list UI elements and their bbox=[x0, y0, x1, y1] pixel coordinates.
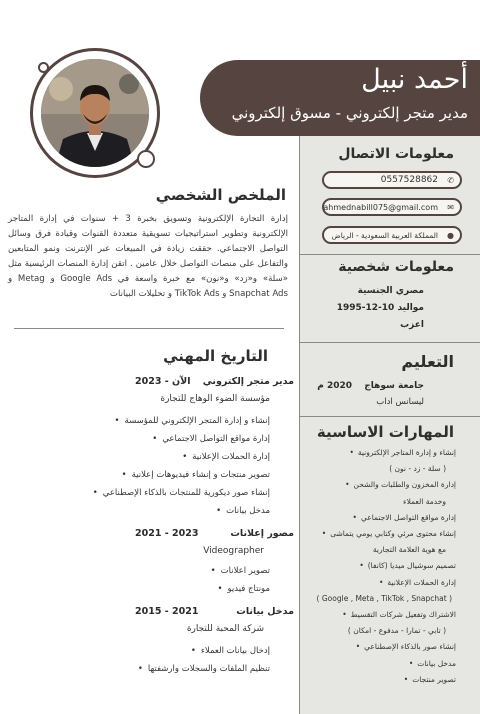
job-task: إنشاء و إدارة المتجر الإلكتروني للمؤسسة • bbox=[115, 416, 270, 426]
email-pill[interactable] bbox=[322, 198, 462, 216]
personal-heading: معلومات شخصية bbox=[338, 259, 454, 275]
job-period: 2015 - 2021 bbox=[135, 606, 199, 617]
job-position: مدخل بيانات bbox=[236, 606, 294, 617]
skill-item-continuation: ( سلة - زد - نون ) bbox=[389, 464, 446, 474]
nationality: مصري الجنسية bbox=[357, 286, 424, 296]
mail-icon: ✉ bbox=[447, 203, 454, 212]
skill-item-continuation: ( Google , Meta , TikTok , Snapchat ) bbox=[316, 593, 452, 603]
location-pin-icon: ● bbox=[447, 231, 454, 240]
person-role: مدير متجر إلكتروني - مسوق إلكتروني bbox=[231, 104, 468, 122]
university-name: جامعة سوهاج bbox=[364, 381, 424, 391]
skill-item: تصميم سوشيال ميديا (كانفا) • bbox=[359, 561, 456, 570]
contact-heading: معلومات الاتصال bbox=[338, 146, 454, 162]
birth-date bbox=[337, 303, 424, 313]
graduation-year: 2020 م bbox=[317, 381, 352, 391]
sidebar-separator bbox=[300, 416, 480, 417]
phone-icon: ✆ bbox=[447, 176, 454, 185]
skill-item: مدخل بيانات • bbox=[409, 659, 456, 668]
location-pill bbox=[322, 226, 462, 244]
skill-item: إدارة الحملات الإعلانية • bbox=[379, 578, 456, 587]
job-task: إنشاء صور ديكورية للمنتجات بالذكاء الإصطناعي • bbox=[93, 488, 270, 498]
skills-heading: المهارات الاساسية bbox=[316, 423, 454, 441]
decor-dot-large bbox=[137, 150, 155, 168]
person-name: أحمد نبيل bbox=[361, 64, 468, 95]
job-position: مدير متجر إلكتروني bbox=[202, 376, 294, 387]
skill-item: إدارة المخزون والطلبات والشحن • bbox=[345, 480, 456, 489]
skill-item-continuation: مع هوية العلامة التجارية bbox=[372, 545, 446, 555]
job-task: إدارة الحملات الإعلانية • bbox=[182, 452, 270, 462]
skill-item: تصوير منتجات • bbox=[404, 675, 456, 684]
email-address: ahmednabill075@gmail.com bbox=[323, 203, 438, 212]
phone-number: 0557528862 bbox=[380, 175, 438, 185]
job-task: إدارة مواقع التواصل الاجتماعي • bbox=[152, 434, 270, 444]
job-task: تصوير منتجات و إنشاء فيديوهات إعلانية • bbox=[122, 470, 270, 480]
job-company: Videographer bbox=[203, 546, 264, 556]
job-task: تنظيم الملفات والسجلات وارشفتها • bbox=[138, 664, 270, 674]
skill-item: إنشاء محتوى مرئي وكتابي يومي يتماشى • bbox=[322, 529, 456, 538]
degree: ليسانس اداب bbox=[376, 397, 424, 407]
phone-pill[interactable] bbox=[322, 171, 462, 189]
job-company: مؤسسة الضوء الوهاج للتجارة bbox=[160, 394, 270, 404]
marital-status: اعزب bbox=[400, 320, 424, 330]
job-task: تصوير اعلانات • bbox=[211, 566, 270, 576]
sidebar-separator bbox=[300, 342, 480, 343]
education-heading: التعليم bbox=[401, 352, 454, 371]
summary-text: إدارة التجارة الإلكترونية وتسويق بخبرة 3 + سنوات في إدارة المتاجر الإلكترونية وتطوير استراتيجيات تسويقية متعددة القنوات وقيادة فرق وسائل التواصل الاجتماعي. حققت زيادة في المبيعات عبر الإنترنت ونمو المتابعين والتفاعل على منصات التواصل خلال عامين . اتقن إدارة المنصات الرئيسية مثل «سلة» و«زد» و«نون» مع خبرة واسعة في Google Ads و Metag و Snapchat Ads و TikTok Ads و تحليلات البيانات bbox=[8, 214, 288, 299]
skill-item-continuation: ( تابي - تمارا - مدفوع - امكان ) bbox=[347, 626, 446, 636]
skill-item: الاشتراك وتفعيل شركات التقسيط • bbox=[342, 610, 456, 619]
location-text: المملكة العربية السعودية - الرياض bbox=[331, 231, 438, 240]
sidebar-separator bbox=[300, 254, 480, 255]
skill-item: إنشاء و إدارة المتاجر الإلكترونية • bbox=[349, 448, 456, 457]
skill-item: إدارة مواقع التواصل الاجتماعي • bbox=[353, 513, 456, 522]
job-company: شركة المحبة للتجارة bbox=[186, 624, 264, 634]
skill-item-continuation: وخدمة العملاء bbox=[403, 496, 446, 506]
career-heading: التاريخ المهني bbox=[163, 347, 268, 365]
decor-dot-small bbox=[38, 62, 49, 73]
job-position: مصور إعلانات bbox=[230, 528, 294, 539]
job-period: 2021 - 2023 bbox=[135, 528, 199, 539]
main-separator bbox=[14, 328, 284, 329]
job-task: مدخل بيانات • bbox=[216, 506, 270, 516]
profile-photo bbox=[41, 59, 149, 167]
skill-item: إنشاء صور بالذكاء الإصطناعي • bbox=[356, 642, 456, 651]
column-divider bbox=[299, 136, 300, 714]
birth-label: مواليد 10-12- bbox=[361, 303, 424, 313]
birth-year: 1995 bbox=[336, 303, 362, 313]
job-period: الآن - 2023 bbox=[135, 376, 191, 387]
summary-heading: الملخص الشخصي bbox=[155, 186, 286, 204]
job-task: إدخال بيانات العملاء • bbox=[191, 646, 270, 656]
job-task: مونتاج فيديو • bbox=[217, 584, 270, 594]
